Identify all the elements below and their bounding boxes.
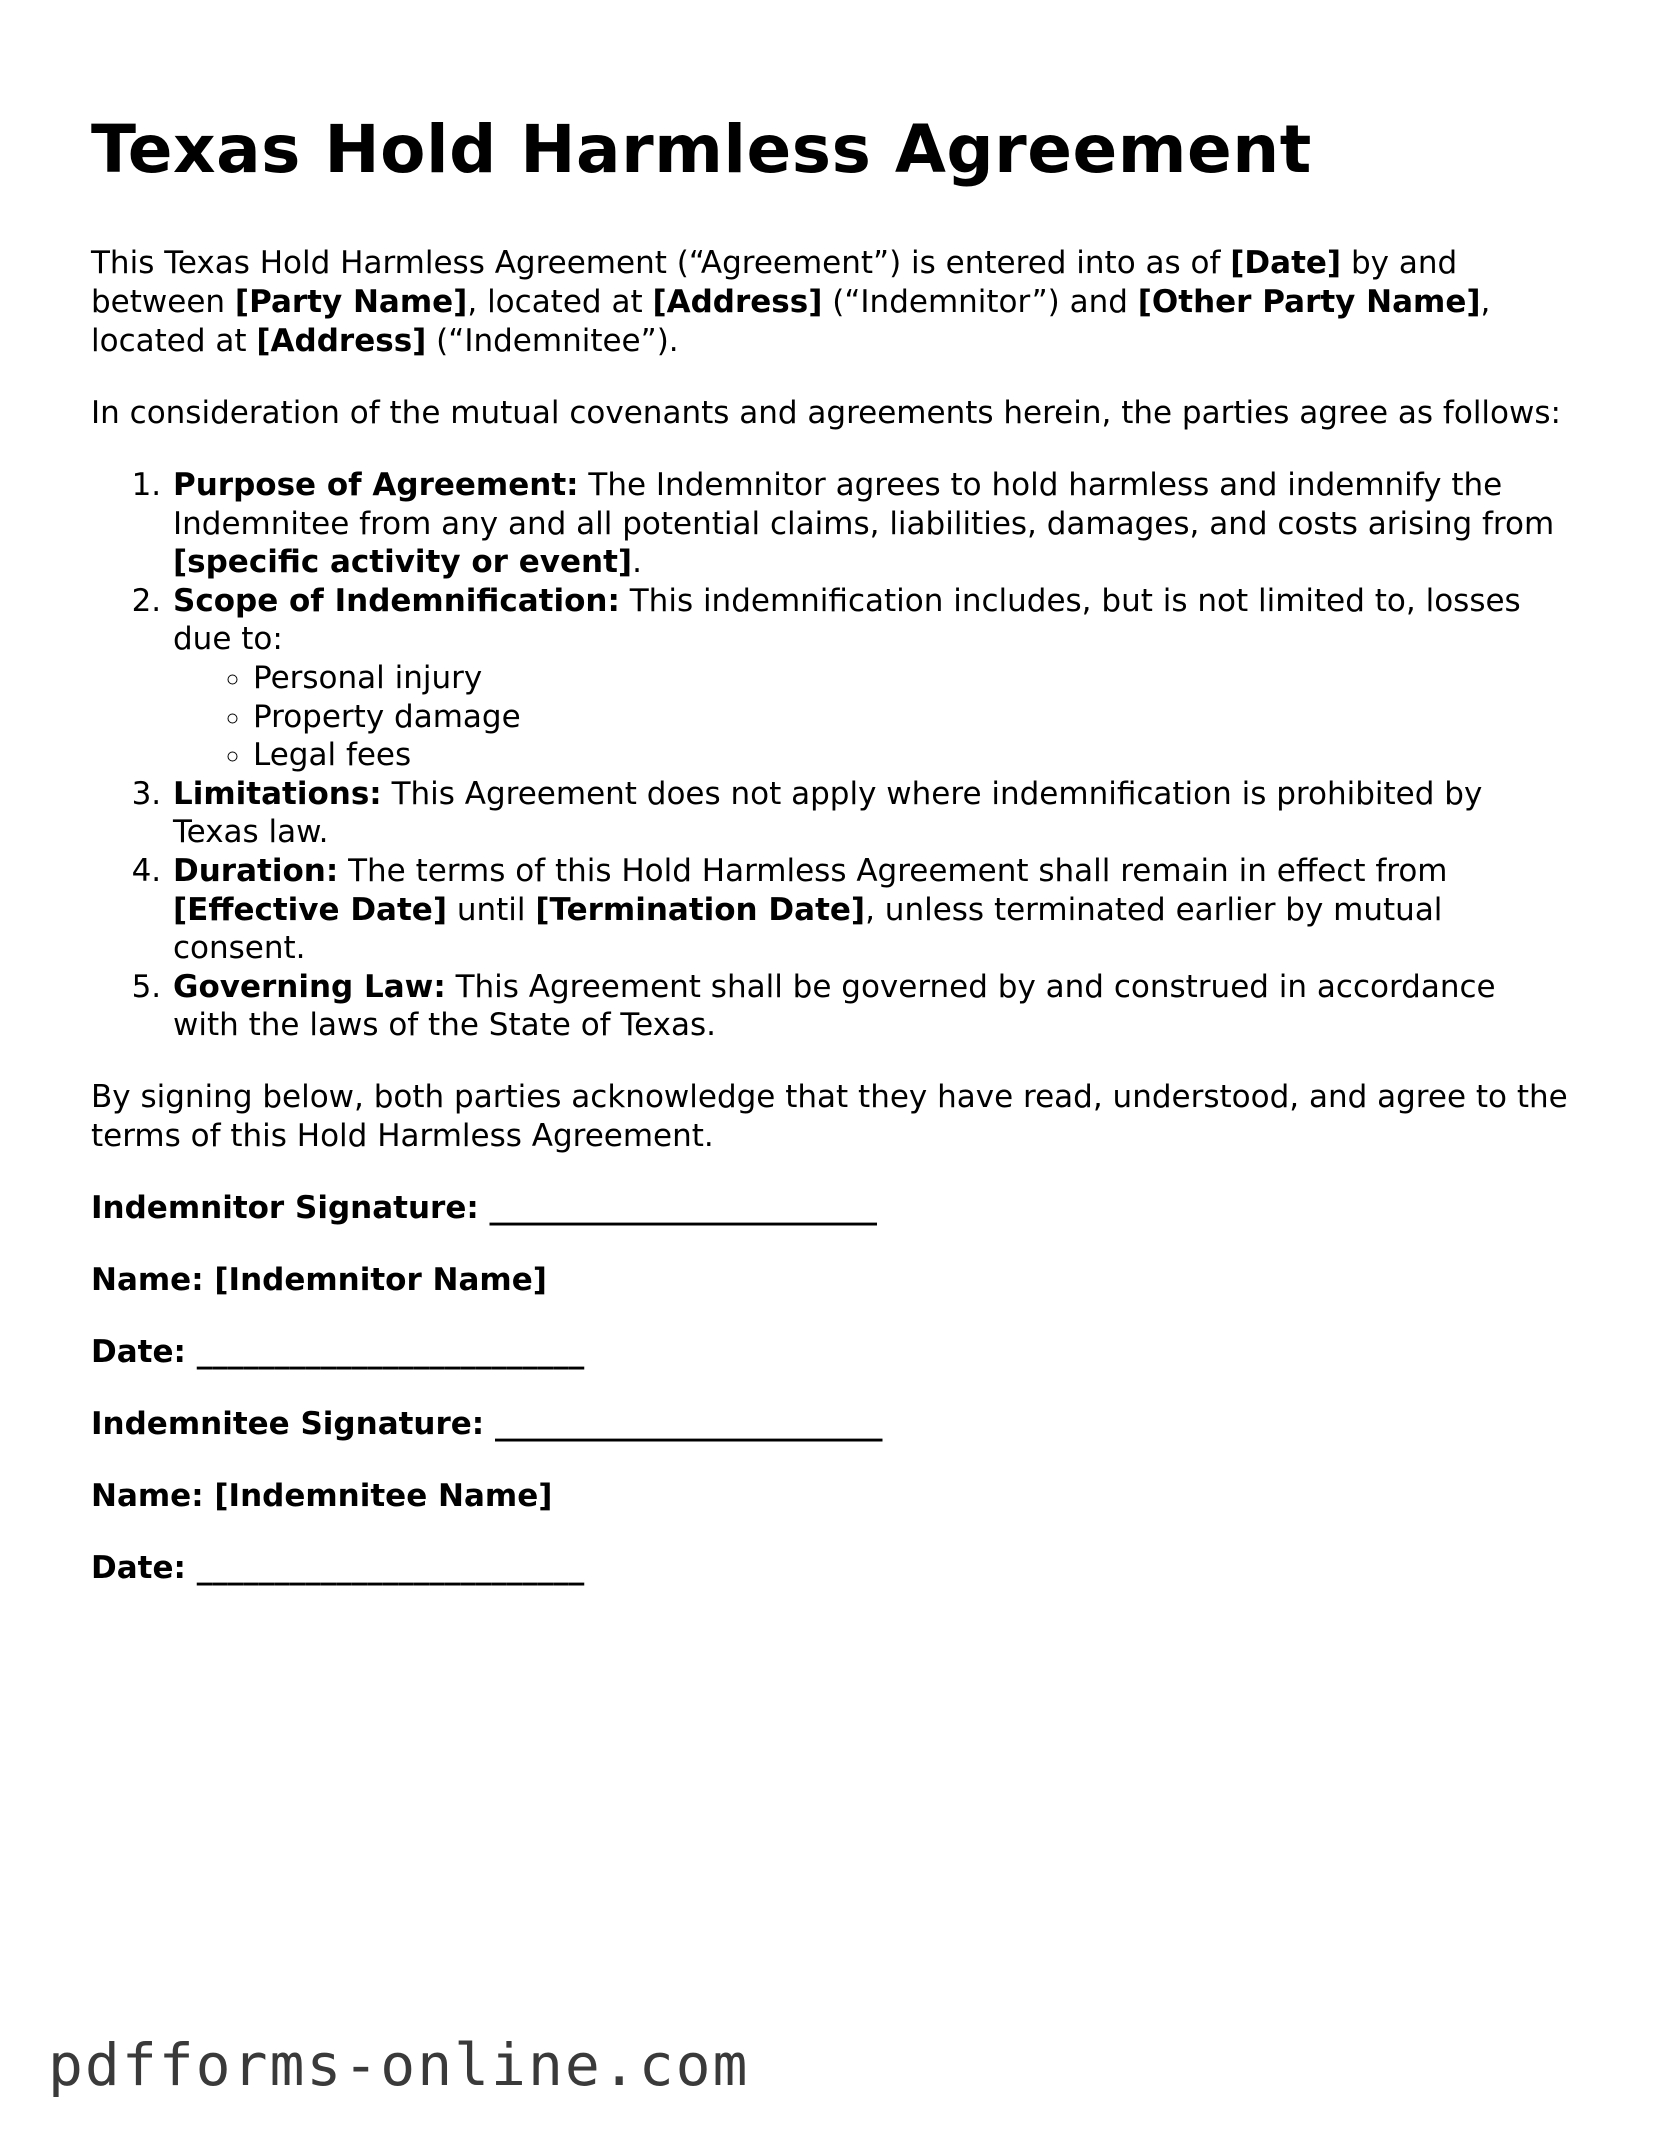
- indemnitor-date-line: [91, 1333, 1571, 1372]
- other-party-name-placeholder: [Other Party Name]: [1137, 284, 1481, 320]
- indemnitor-date-field[interactable]: _________________________: [196, 1333, 585, 1370]
- term-governing-law: [171, 968, 1571, 1045]
- term-purpose-text: The Indemnitor agrees to hold harmless and indemnify the Indemnitee from any and all potential claims, liabilities, damages, and costs arising from: [173, 467, 1555, 542]
- activity-placeholder: [specific activity or event]: [173, 544, 633, 581]
- term-duration: [171, 852, 1571, 968]
- term-purpose-heading: Purpose of Agreement:: [173, 467, 579, 503]
- party-name-placeholder: [Party Name]: [234, 284, 468, 320]
- term-scope-heading: Scope of Indemnification:: [173, 582, 620, 619]
- indemnitor-signature-line: [91, 1189, 1571, 1228]
- losses-list: [173, 659, 1571, 775]
- term-scope: [171, 582, 1571, 775]
- intro-text-3: , located at: [467, 284, 653, 320]
- indemnitee-signature-field[interactable]: _________________________: [495, 1405, 883, 1442]
- intro-text-5: , located at: [91, 284, 1491, 359]
- indemnitor-date-label: Date:: [91, 1333, 186, 1370]
- term-limitations-text: This Agreement does not apply where indemnification is prohibited by Texas law.: [173, 775, 1483, 851]
- term-duration-heading: Duration:: [173, 852, 339, 889]
- intro-text-1: This Texas Hold Harmless Agreement (“Agreement”) is entered into as of: [91, 245, 1231, 281]
- term-duration-text: The terms of this Hold Harmless Agreement shall remain in effect from: [338, 852, 1448, 889]
- intro-text-6: (“Indemnitee”).: [426, 323, 679, 359]
- address-placeholder-1: [Address]: [652, 284, 823, 320]
- indemnitor-signature-field[interactable]: _________________________: [489, 1189, 878, 1226]
- term-duration-end: , unless terminated earlier by mutual consent.: [173, 891, 1443, 967]
- indemnitee-name-line: Name: [Indemnitee Name]: [91, 1477, 553, 1514]
- term-duration-until: until: [447, 891, 536, 928]
- termination-date-placeholder: [Termination Date]: [535, 891, 866, 928]
- site-watermark: pdfforms-online.com: [48, 2031, 750, 2099]
- intro-paragraph: [91, 244, 1571, 361]
- term-limitations-heading: Limitations:: [173, 775, 382, 812]
- indemnitee-signature-line: [91, 1405, 1571, 1444]
- indemnitee-date-label: Date:: [91, 1549, 186, 1586]
- indemnitee-signature-label: Indemnitee Signature:: [91, 1405, 485, 1442]
- term-limitations: [171, 775, 1571, 852]
- terms-list: [91, 466, 1571, 1045]
- term-governing-law-heading: Governing Law:: [173, 968, 446, 1005]
- term-governing-law-text: This Agreement shall be governed by and construed in accordance with the laws of the State of Texas.: [173, 968, 1496, 1044]
- intro-text-4: (“Indemnitor”) and: [822, 284, 1138, 320]
- loss-item: ◦ Personal injury: [253, 659, 1571, 698]
- indemnitee-date-line: [91, 1549, 1571, 1588]
- consideration-paragraph: In consideration of the mutual covenants and agreements herein, the parties agree as follows:: [91, 395, 1561, 431]
- date-placeholder: [Date]: [1230, 245, 1342, 281]
- intro-text-2: by and between: [91, 245, 1458, 320]
- term-scope-text: This indemnification includes, but is not limited to, losses due to:: [173, 582, 1521, 658]
- document-page: [91, 110, 1571, 1588]
- indemnitor-name-line: Name: [Indemnitor Name]: [91, 1261, 547, 1298]
- term-purpose-end: .: [632, 544, 642, 581]
- loss-item: ◦ Legal fees: [253, 736, 1571, 775]
- document-title: Texas Hold Harmless Agreement: [91, 111, 1312, 188]
- indemnitee-date-field[interactable]: _________________________: [196, 1549, 585, 1586]
- address-placeholder-2: [Address]: [256, 323, 427, 359]
- term-purpose: [171, 466, 1571, 582]
- acknowledgment-paragraph: By signing below, both parties acknowledge that they have read, understood, and agree to the terms of this Hold Harmless Agreement.: [91, 1078, 1568, 1154]
- effective-date-placeholder: [Effective Date]: [173, 891, 447, 928]
- loss-item: ◦ Property damage: [253, 698, 1571, 737]
- indemnitor-signature-label: Indemnitor Signature:: [91, 1189, 479, 1226]
